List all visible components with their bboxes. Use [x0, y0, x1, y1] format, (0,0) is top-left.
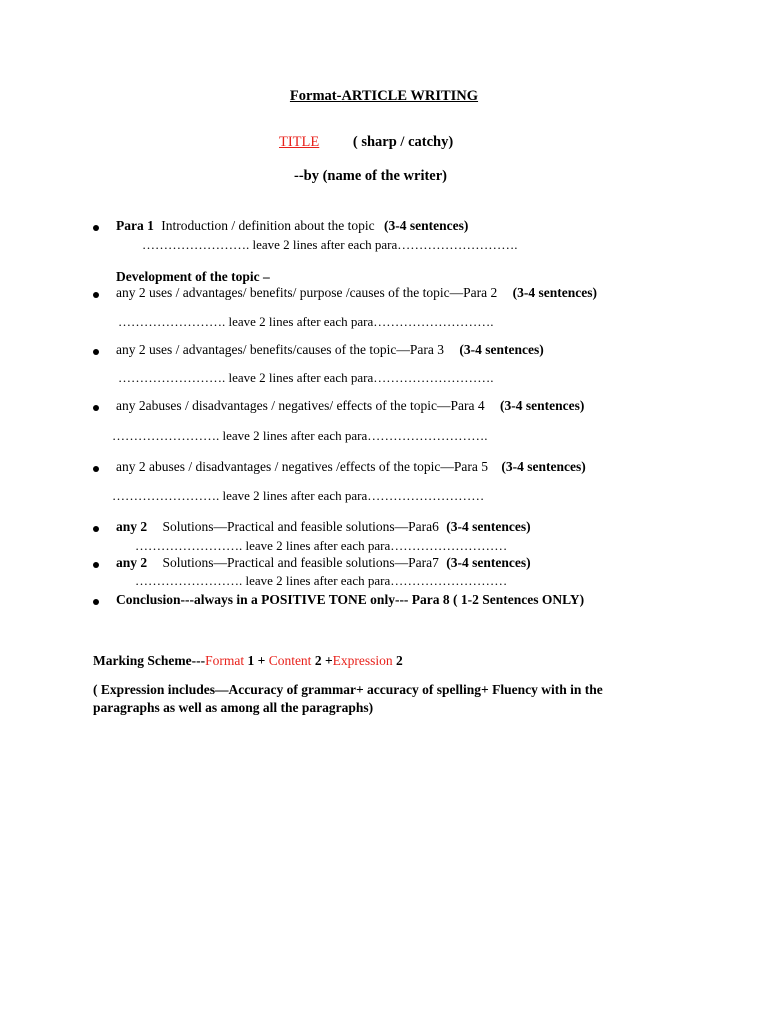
para7-count: (3-4 sentences): [446, 555, 531, 570]
list-item-para3: [116, 342, 544, 358]
para2-text: any 2 uses / advantages/ benefits/ purpose /causes of the topic—Para 2: [116, 285, 498, 300]
list-item-conclusion: Conclusion---always in a POSITIVE TONE only--- Para 8 ( 1-2 Sentences ONLY): [116, 592, 585, 607]
list-item-para5: [116, 459, 586, 475]
development-heading: Development of the topic –: [116, 269, 270, 284]
leave-lines-note: ……………………. leave 2 lines after each para……………………….: [112, 428, 488, 443]
leave-lines-note: ……………………. leave 2 lines after each para………………………: [135, 538, 508, 553]
expression-note-line2: paragraphs as well as among all the paragraphs): [93, 700, 374, 715]
bullet-icon: [93, 225, 99, 231]
leave-lines-note: ……………………. leave 2 lines after each para………………………: [135, 573, 508, 588]
para7-text: Solutions—Practical and feasible solutions—Para7: [162, 555, 439, 570]
para4-text: any 2abuses / disadvantages / negatives/ effects of the topic—Para 4: [116, 398, 485, 413]
page-title: [0, 88, 768, 105]
para1-text: Introduction / definition about the topic: [161, 218, 375, 233]
leave-lines-note: ……………………. leave 2 lines after each para………………………: [112, 488, 485, 503]
leave-lines-note: ……………………. leave 2 lines after each para……………………….: [118, 314, 494, 329]
title-prefix: Format-: [289, 88, 342, 104]
leave-lines-note: ……………………. leave 2 lines after each para……………………….: [142, 237, 518, 252]
title-main: ARTICLE WRITING: [341, 88, 479, 104]
list-item-para6: [116, 519, 531, 535]
list-item-para2: [116, 285, 597, 301]
marking-content-value: 2 +: [311, 653, 333, 668]
para7-label: any 2: [116, 555, 148, 570]
list-item-para1: [116, 218, 468, 234]
title-label: TITLE: [279, 134, 320, 150]
para2-count: (3-4 sentences): [512, 285, 598, 300]
bullet-icon: [93, 466, 99, 472]
para5-text: any 2 abuses / disadvantages / negatives /effects of the topic—Para 5: [116, 459, 489, 474]
para6-count: (3-4 sentences): [446, 519, 531, 534]
leave-lines-note: ……………………. leave 2 lines after each para……………………….: [118, 370, 494, 385]
para5-count: (3-4 sentences): [501, 459, 586, 474]
title-hint: ( sharp / catchy): [352, 134, 454, 150]
marking-format-value: 1 +: [244, 653, 269, 668]
title-line: [279, 134, 453, 151]
para1-count: (3-4 sentences): [383, 218, 469, 233]
byline: --by (name of the writer): [294, 168, 448, 184]
bullet-icon: [93, 405, 99, 411]
bullet-icon: [93, 599, 99, 605]
marking-format-label: Format: [205, 653, 245, 668]
bullet-icon: [93, 292, 99, 298]
marking-scheme: [93, 653, 403, 669]
para1-label: Para 1: [116, 218, 154, 233]
para6-text: Solutions—Practical and feasible solutions—Para6: [162, 519, 439, 534]
marking-prefix: Marking Scheme---: [93, 653, 206, 668]
marking-content-label: Content: [268, 653, 312, 668]
list-item-para4: [116, 398, 584, 414]
marking-expression-value: 2: [392, 653, 403, 668]
bullet-icon: [93, 526, 99, 532]
bullet-icon: [93, 562, 99, 568]
list-item-para7: [116, 555, 531, 571]
expression-note-line1: ( Expression includes—Accuracy of grammar+ accuracy of spelling+ Fluency with in the: [93, 682, 603, 697]
para3-count: (3-4 sentences): [459, 342, 544, 357]
para3-text: any 2 uses / advantages/ benefits/causes of the topic—Para 3: [116, 342, 445, 357]
para6-label: any 2: [116, 519, 148, 534]
marking-expression-label: Expression: [332, 653, 393, 668]
bullet-icon: [93, 349, 99, 355]
para4-count: (3-4 sentences): [500, 398, 585, 413]
